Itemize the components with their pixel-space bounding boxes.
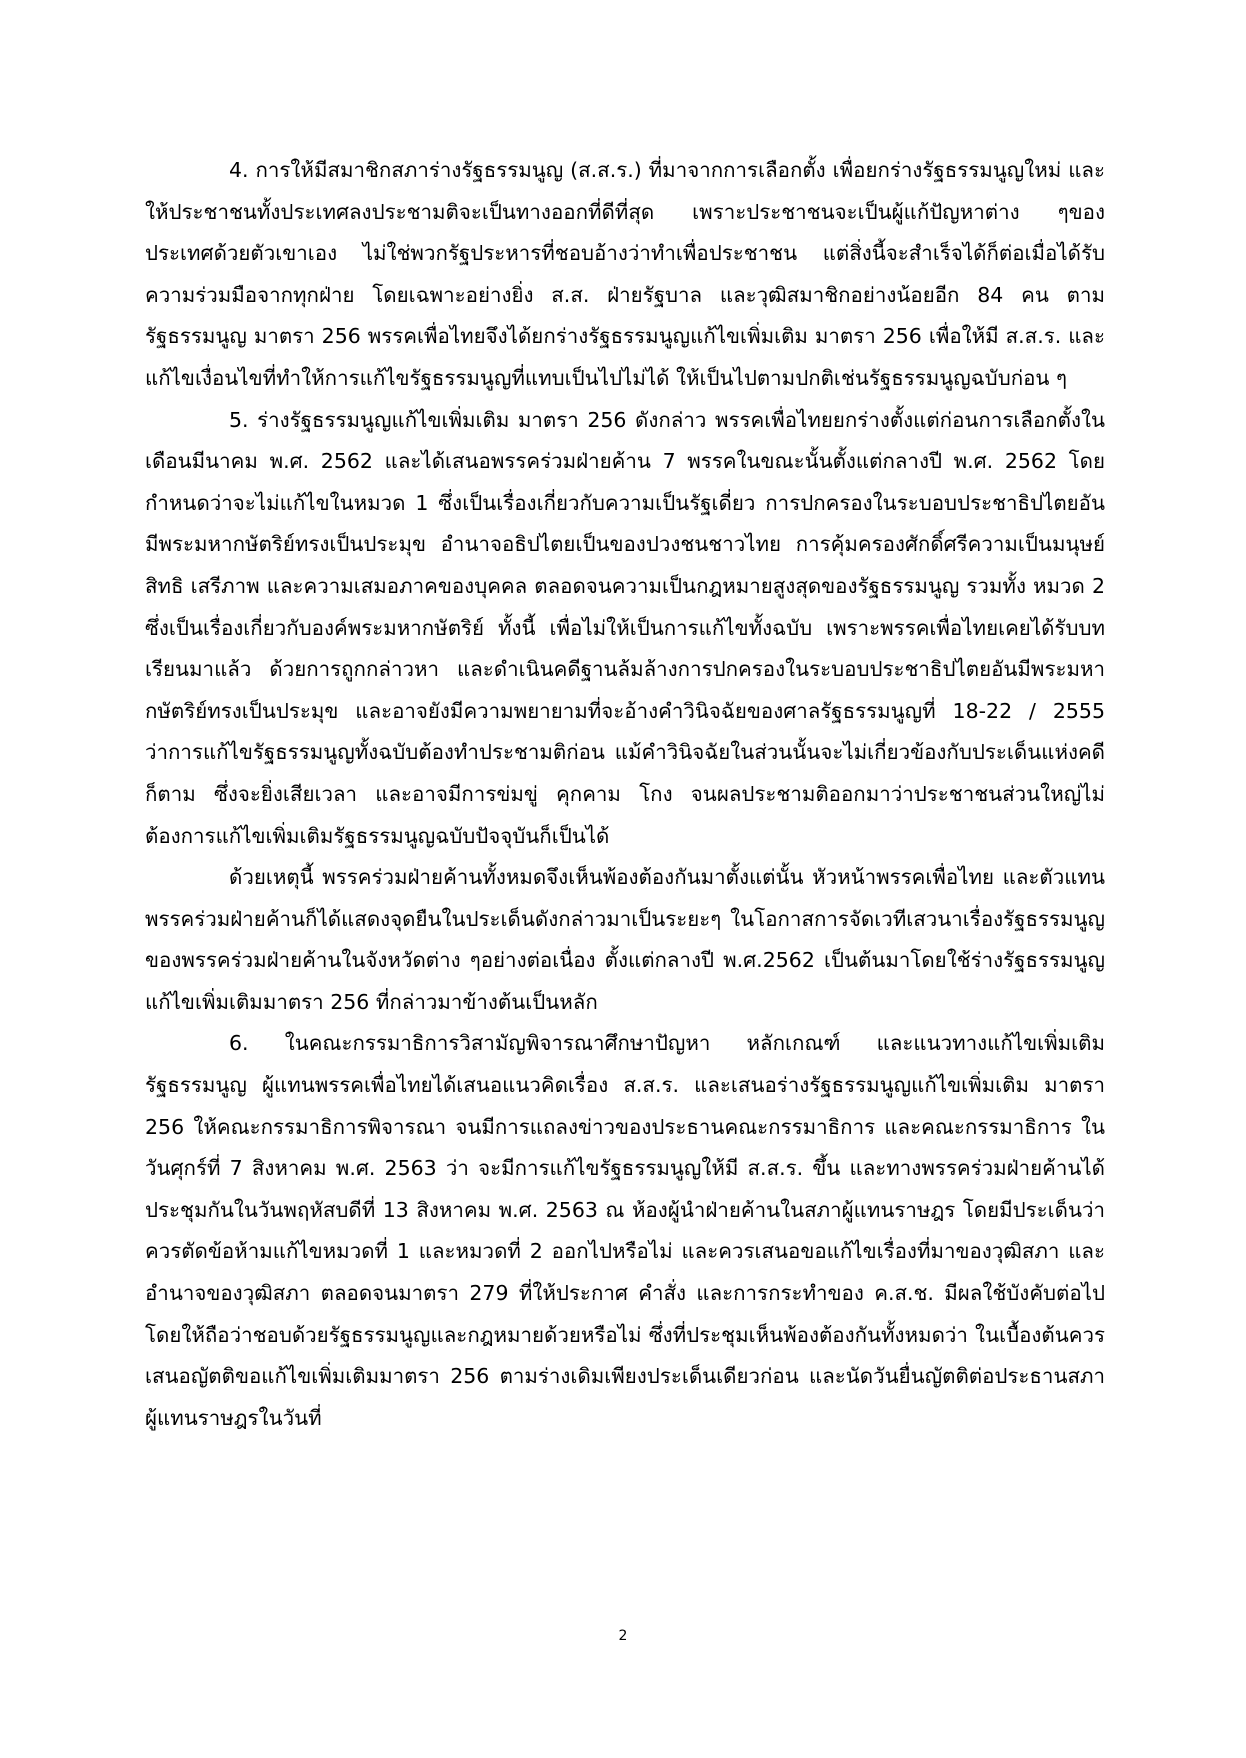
- document-body: [145, 150, 1105, 1439]
- paragraph-item-5: 5. ร่างรัฐธรรมนูญแก้ไขเพิ่มเติม มาตรา 256 ดังกล่าว พรรคเพื่อไทยยกร่างตั้งแต่ก่อนการเลือกตั้งในเดือนมีนาคม พ.ศ. 2562 และได้เสนอพรรคร่วมฝ่ายค้าน 7 พรรคในขณะนั้นตั้งแต่กลางปี พ.ศ. 2562 โดยกำหนดว่าจะไม่แก้ไขในหมวด 1 ซึ่งเป็นเรื่องเกี่ยวกับความเป็นรัฐเดี่ยว การปกครองในระบอบประชาธิปไตยอันมีพระมหากษัตริย์ทรงเป็นประมุข อำนาจอธิปไตยเป็นของปวงชนชาวไทย การคุ้มครองศักดิ์ศรีความเป็นมนุษย์ สิทธิ เสรีภาพ และความเสมอภาคของบุคคล ตลอดจนความเป็นกฎหมายสูงสุดของรัฐธรรมนูญ รวมทั้ง หมวด 2 ซึ่งเป็นเรื่องเกี่ยวกับองค์พระมหากษัตริย์ ทั้งนี้ เพื่อไม่ให้เป็นการแก้ไขทั้งฉบับ เพราะพรรคเพื่อไทยเคยได้รับบทเรียนมาแล้ว ด้วยการถูกกล่าวหา และดำเนินคดีฐานล้มล้างการปกครองในระบอบประชาธิปไตยอันมีพระมหากษัตริย์ทรงเป็นประมุข และอาจยังมีความพยายามที่จะอ้างคำวินิจฉัยของศาลรัฐธรรมนูญที่ 18-22 / 2555 ว่าการแก้ไขรัฐธรรมนูญทั้งฉบับต้องทำประชามติก่อน แม้คำวินิจฉัยในส่วนนั้นจะไม่เกี่ยวข้องกับประเด็นแห่งคดีก็ตาม ซึ่งจะยิ่งเสียเวลา และอาจมีการข่มขู่ คุกคาม โกง จนผลประชามติออกมาว่าประชาชนส่วนใหญ่ไม่ต้องการแก้ไขเพิ่มเติมรัฐธรรมนูญฉบับปัจจุบันก็เป็นได้: [145, 407, 1105, 848]
- page-number: 2: [618, 1628, 628, 1644]
- paragraph-item-6: 6. ในคณะกรรมาธิการวิสามัญพิจารณาศึกษาปัญหา หลักเกณฑ์ และแนวทางแก้ไขเพิ่มเติมรัฐธรรมนูญ ผู้แทนพรรคเพื่อไทยได้เสนอแนวคิดเรื่อง ส.ส.ร. และเสนอร่างรัฐธรรมนูญแก้ไขเพิ่มเติม มาตรา 256 ให้คณะกรรมาธิการพิจารณา จนมีการแถลงข่าวของประธานคณะกรรมาธิการ และคณะกรรมาธิการ ในวันศุกร์ที่ 7 สิงหาคม พ.ศ. 2563 ว่า จะมีการแก้ไขรัฐธรรมนูญให้มี ส.ส.ร. ขึ้น และทางพรรคร่วมฝ่ายค้านได้ประชุมกันในวันพฤหัสบดีที่ 13 สิงหาคม พ.ศ. 2563 ณ ห้องผู้นำฝ่ายค้านในสภาผู้แทนราษฎร โดยมีประเด็นว่าควรตัดข้อห้ามแก้ไขหมวดที่ 1 และหมวดที่ 2 ออกไปหรือไม่ และควรเสนอขอแก้ไขเรื่องที่มาของวุฒิสภา และอำนาจของวุฒิสภา ตลอดจนมาตรา 279 ที่ให้ประกาศ คำสั่ง และการกระทำของ ค.ส.ช. มีผลใช้บังคับต่อไปโดยให้ถือว่าชอบด้วยรัฐธรรมนูญและกฎหมายด้วยหรือไม่ ซึ่งที่ประชุมเห็นพ้องต้องกันทั้งหมดว่า ในเบื้องต้นควรเสนอญัตติขอแก้ไขเพิ่มเติมมาตรา 256 ตามร่างเดิมเพียงประเด็นเดียวก่อน และนัดวันยื่นญัตติต่อประธานสภาผู้แทนราษฎรในวันที่: [145, 1031, 1105, 1430]
- paragraph-consequence: ด้วยเหตุนี้ พรรคร่วมฝ่ายค้านทั้งหมดจึงเห็นพ้องต้องกันมาตั้งแต่นั้น หัวหน้าพรรคเพื่อไทย และตัวแทนพรรคร่วมฝ่ายค้านก็ได้แสดงจุดยืนในประเด็นดังกล่าวมาเป็นระยะๆ ในโอกาสการจัดเวทีเสวนาเรื่องรัฐธรรมนูญของพรรคร่วมฝ่ายค้านในจังหวัดต่าง ๆอย่างต่อเนื่อง ตั้งแต่กลางปี พ.ศ.2562 เป็นต้นมาโดยใช้ร่างรัฐธรรมนูญแก้ไขเพิ่มเติมมาตรา 256 ที่กล่าวมาข้างต้นเป็นหลัก: [145, 865, 1105, 1014]
- paragraph-item-4: 4. การให้มีสมาชิกสภาร่างรัฐธรรมนูญ (ส.ส.ร.) ที่มาจากการเลือกตั้ง เพื่อยกร่างรัฐธรรมนูญใหม่ และให้ประชาชนทั้งประเทศลงประชามติจะเป็นทางออกที่ดีที่สุด เพราะประชาชนจะเป็นผู้แก้ปัญหาต่าง ๆของประเทศด้วยตัวเขาเอง ไม่ใช่พวกรัฐประหารที่ชอบอ้างว่าทำเพื่อประชาชน แต่สิ่งนี้จะสำเร็จได้ก็ต่อเมื่อได้รับความร่วมมือจากทุกฝ่าย โดยเฉพาะอย่างยิ่ง ส.ส. ฝ่ายรัฐบาล และวุฒิสมาชิกอย่างน้อยอีก 84 คน ตามรัฐธรรมนูญ มาตรา 256 พรรคเพื่อไทยจึงได้ยกร่างรัฐธรรมนูญแก้ไขเพิ่มเติม มาตรา 256 เพื่อให้มี ส.ส.ร. และแก้ไขเงื่อนไขที่ทำให้การแก้ไขรัฐธรรมนูญที่แทบเป็นไปไม่ได้ ให้เป็นไปตามปกติเช่นรัฐธรรมนูญฉบับก่อน ๆ: [145, 158, 1105, 390]
